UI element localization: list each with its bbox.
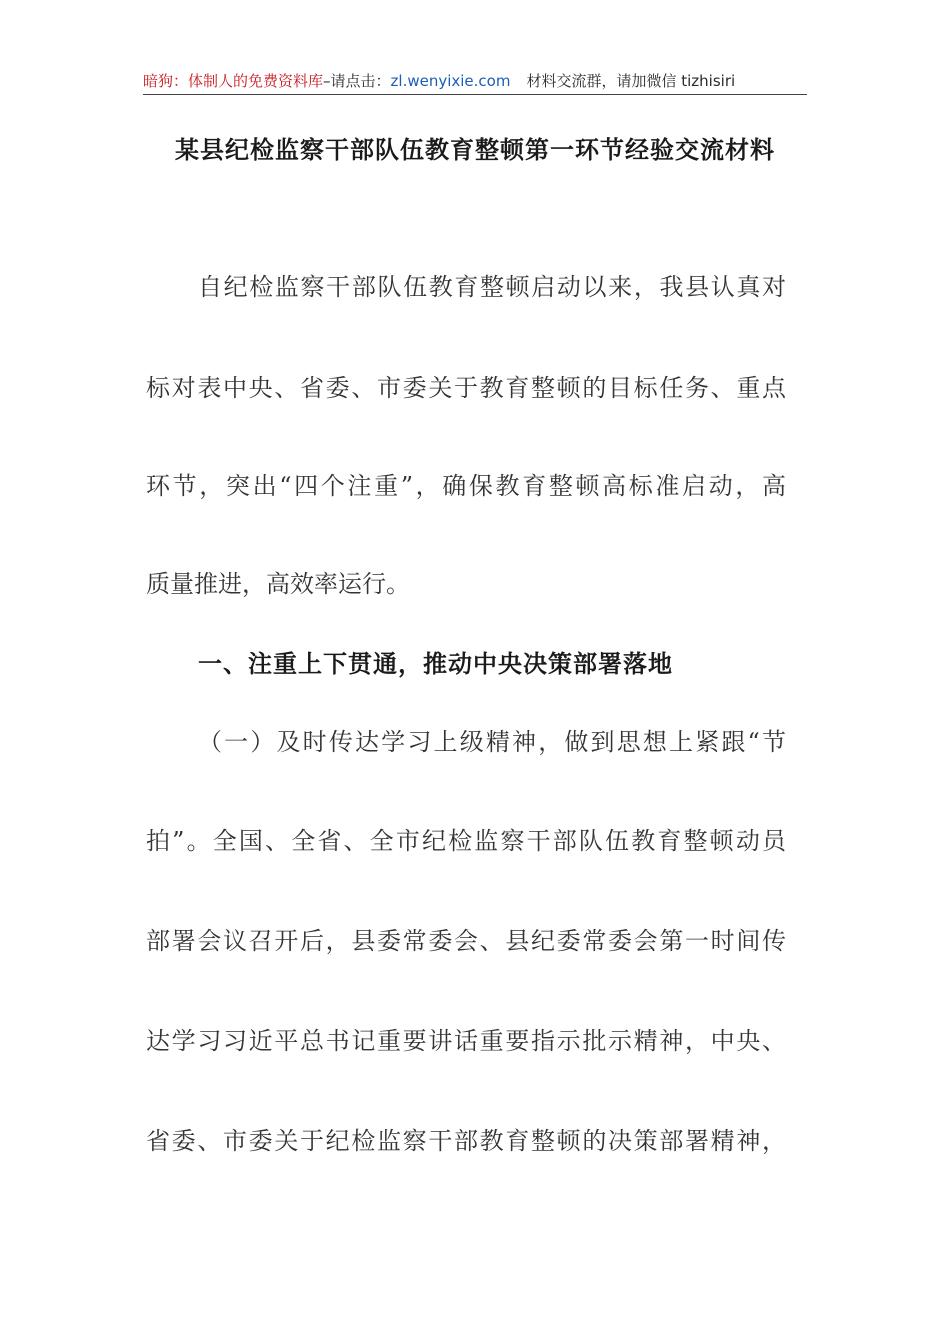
paragraph-line: 标对表中央、省委、市委关于教育整顿的目标任务、重点 bbox=[146, 374, 786, 402]
paragraph-line: （一）及时传达学习上级精神，做到思想上紧跟“节 bbox=[198, 728, 786, 756]
header-prompt: –请点击： bbox=[323, 72, 391, 90]
paragraph-line: 部署会议召开后，县委常委会、县纪委常委会第一时间传 bbox=[146, 927, 786, 955]
header-brand: 暗狗：体制人的免费资料库 bbox=[143, 72, 324, 90]
page-header bbox=[143, 70, 807, 95]
paragraph-line: 省委、市委关于纪检监察干部教育整顿的决策部署精神， bbox=[146, 1127, 786, 1155]
paragraph-line: 环节，突出“四个注重”，确保教育整顿高标准启动，高 bbox=[146, 472, 786, 500]
document-title: 某县纪检监察干部队伍教育整顿第一环节经验交流材料 bbox=[175, 135, 775, 164]
paragraph-line: 达学习习近平总书记重要讲话重要指示批示精神，中央、 bbox=[146, 1027, 786, 1055]
paragraph-line: 拍”。全国、全省、全市纪检监察干部队伍教育整顿动员 bbox=[146, 827, 786, 855]
header-contact: 材料交流群，请加微信 tizhisiri bbox=[526, 72, 736, 90]
paragraph-line: 自纪检监察干部队伍教育整顿启动以来，我县认真对 bbox=[198, 273, 786, 301]
section-heading: 一、注重上下贯通，推动中央决策部署落地 bbox=[198, 650, 673, 678]
paragraph-line: 质量推进，高效率运行。 bbox=[146, 570, 410, 598]
header-link[interactable]: zl.wenyixie.com bbox=[390, 72, 511, 90]
